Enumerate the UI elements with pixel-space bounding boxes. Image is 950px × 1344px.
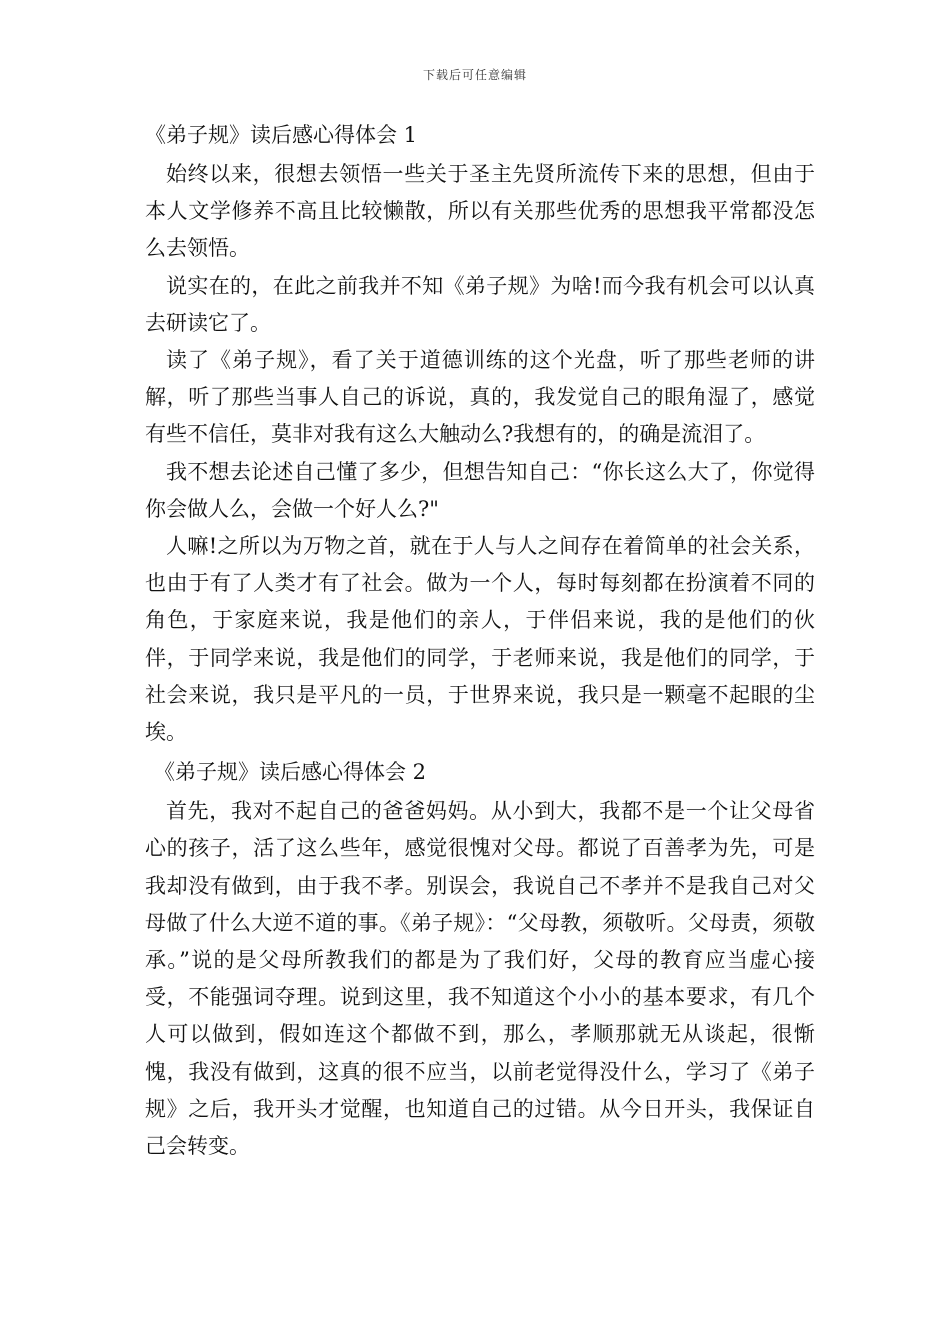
page-header-note: 下载后可任意编辑 (422, 68, 527, 82)
paragraph: 首先，我对不起自己的爸爸妈妈。从小到大，我都不是一个让父母省心的孩子，活了这么些年，感觉很愧对父母。都说了百善孝为先，可是我却没有做到，由于我不孝。别误会，我说自己不孝并不是我自己对父母做了什么大逆不道的事。《弟子规》：“父母教，须敬听。父母责，须敬承。”说的是父母所教我们的都是为了我们好，父母的教育应当虚心接受，不能强词夺理。说到这里，我不知道这个小小的基本要求，有几个人可以做到，假如连这个都做不到，那么，孝顺那就无从谈起，很惭愧，我没有做到，这真的很不应当，以前老觉得没什么，学习了《弟子规》之后，我开头才觉醒，也知道自己的过错。从今日开头，我保证自己会转变。 (145, 799, 815, 1159)
paragraph: 说实在的，在此之前我并不知《弟子规》为啥!而今我有机会可以认真去研读它了。 (145, 273, 815, 335)
document-body (145, 120, 815, 1165)
paragraph: 我不想去论述自己懂了多少，但想告知自己：“你长这么大了，你觉得你会做人么，会做一个好人么?" (145, 459, 815, 521)
section-title-1: 《弟子规》读后感心得体会 1 (145, 123, 418, 147)
paragraph: 人嘛!之所以为万物之首，就在于人与人之间存在着简单的社会关系，也由于有了人类才有了社会。做为一个人，每时每刻都在扮演着不同的角色，于家庭来说，我是他们的亲人，于伴侣来说，我的是他们的伙伴，于同学来说，我是他们的同学，于老师来说，我是他们的同学，于社会来说，我只是平凡的一员，于世界来说，我只是一颗毫不起眼的尘埃。 (145, 534, 815, 745)
paragraph: 读了《弟子规》，看了关于道德训练的这个光盘，听了那些老师的讲解，听了那些当事人自己的诉说，真的，我发觉自己的眼角湿了，感觉有些不信任，莫非对我有这么大触动么?我想有的，的确是流泪了。 (145, 348, 815, 447)
paragraph: 始终以来，很想去领悟一些关于圣主先贤所流传下来的思想，但由于本人文学修养不高且比较懒散，所以有关那些优秀的思想我平常都没怎么去领悟。 (145, 162, 815, 261)
section-title-2: 《弟子规》读后感心得体会 2 (154, 760, 427, 785)
